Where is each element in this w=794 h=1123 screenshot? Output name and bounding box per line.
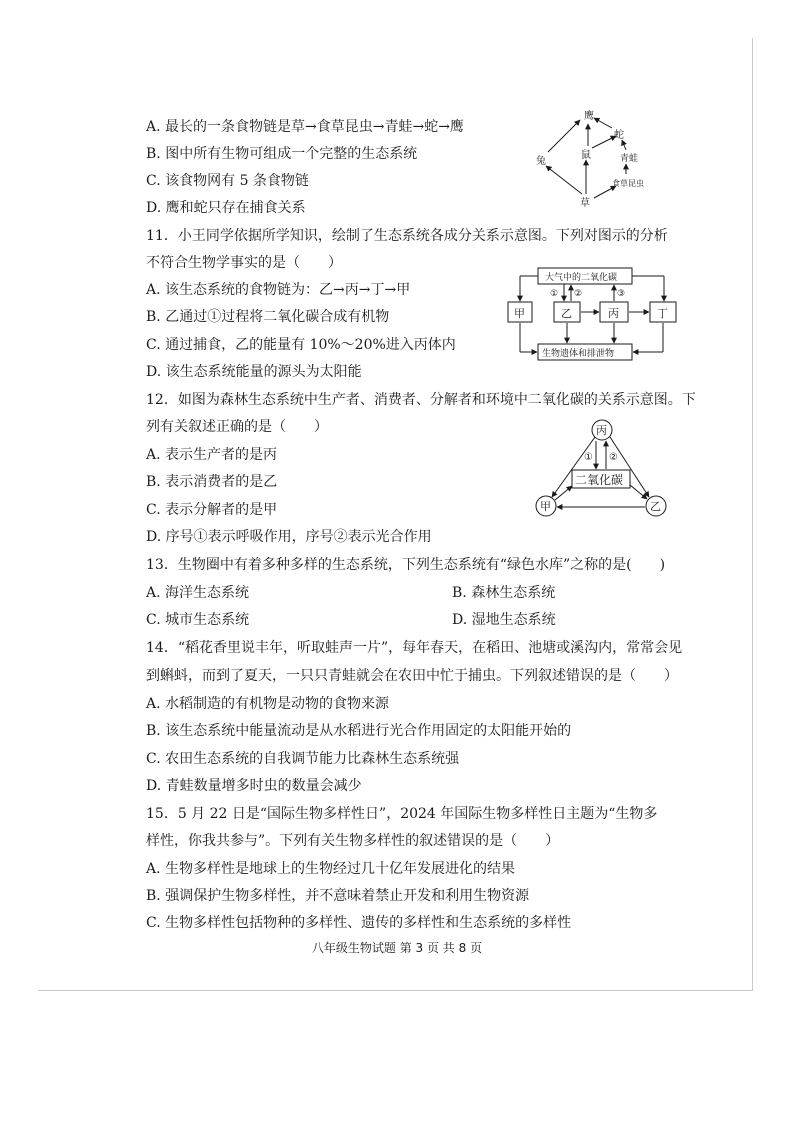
node-rabbit: 兔 [536, 156, 546, 167]
circle-bing: 丙 [596, 424, 607, 437]
q10-option-b[interactable]: B. 图中所有生物可组成一个完整的生态系统 [146, 146, 418, 162]
q11-option-a[interactable]: A. 该生态系统的食物链为：乙→丙→丁→甲 [146, 282, 411, 298]
box-ding: 丁 [657, 307, 668, 320]
node-grass: 草 [580, 198, 590, 209]
q15-option-b[interactable]: B. 强调保护生物多样性，并不意味着禁止开发和利用生物资源 [146, 888, 530, 904]
food-web-diagram [536, 108, 668, 212]
node-snake: 蛇 [614, 130, 624, 141]
box-co2: 二氧化碳 [575, 473, 624, 487]
q14-option-c[interactable]: C. 农田生态系统的自我调节能力比森林生态系统强 [146, 751, 460, 767]
node-insect: 食草昆虫 [612, 179, 644, 188]
node-mouse: 鼠 [581, 150, 591, 161]
q10-option-d[interactable]: D. 鹰和蛇只存在捕食关系 [146, 200, 306, 216]
q13-option-b[interactable]: B. 森林生态系统 [452, 585, 556, 601]
q10-option-c[interactable]: C. 该食物网有 5 条食物链 [146, 173, 309, 189]
node-eagle: 鹰 [584, 111, 594, 122]
q13-option-d[interactable]: D. 湿地生态系统 [452, 612, 556, 628]
q13-option-a[interactable]: A. 海洋生态系统 [146, 585, 250, 601]
page-footer: 八年级生物试题 第 3 页 共 8 页 [311, 941, 483, 955]
q11-option-d[interactable]: D. 该生态系统能量的源头为太阳能 [146, 364, 362, 380]
label-process-1: ① [584, 452, 593, 463]
q15-stem-line1: 15．5 月 22 日是“国际生物多样性日”，2024 年国际生物多样性日主题为“生物多 [146, 806, 658, 822]
q14-stem-line1: 14．“稻花香里说丰年，听取蛙声一片”，每年春天，在稻田、池塘或溪沟内，常常会见 [146, 640, 683, 656]
q12-option-d[interactable]: D. 序号①表示呼吸作用，序号②表示光合作用 [146, 529, 432, 545]
q12-option-a[interactable]: A. 表示生产者的是丙 [146, 447, 278, 463]
carbon-cycle-diagram [528, 418, 670, 522]
q13-option-c[interactable]: C. 城市生态系统 [146, 612, 250, 628]
q14-option-b[interactable]: B. 该生态系统中能量流动是从水稻进行光合作用固定的太阳能开始的 [146, 723, 572, 739]
label-process-3: ③ [617, 289, 626, 299]
label-process-2: ② [574, 289, 583, 299]
node-frog: 青蛙 [620, 154, 639, 164]
q15-option-a[interactable]: A. 生物多样性是地球上的生物经过几十亿年发展进化的结果 [146, 861, 516, 877]
q15-option-c[interactable]: C. 生物多样性包括物种的多样性、遗传的多样性和生态系统的多样性 [146, 915, 572, 931]
q12-stem-line1: 12．如图为森林生态系统中生产者、消费者、分解者和环境中二氧化碳的关系示意图。下 [146, 392, 696, 408]
q11-option-c[interactable]: C. 通过捕食，乙的能量有 10%～20%进入丙体内 [146, 337, 456, 353]
q14-stem-line2: 到蝌蚪，而到了夏天，一只只青蛙就会在农田中忙于捕虫。下列叙述错误的是（ ） [146, 668, 678, 684]
q14-option-d[interactable]: D. 青蛙数量增多时虫的数量会减少 [146, 778, 362, 794]
q11-stem-line2: 不符合生物学事实的是（ ） [146, 255, 342, 271]
ecosystem-component-diagram [504, 266, 686, 368]
circle-jia: 甲 [540, 500, 551, 513]
box-yi: 乙 [561, 307, 572, 320]
q13-stem: 13．生物圈中有着多种多样的生态系统，下列生态系统有“绿色水库”之称的是( ) [146, 557, 666, 573]
q15-stem-line2: 样性，你我共参与”。下列有关生物多样性的叙述错误的是（ ） [146, 833, 560, 849]
label-process-1: ① [550, 289, 559, 299]
box-jia: 甲 [514, 307, 525, 320]
box-remains: 生物遗体和排泄物 [542, 349, 615, 359]
box-bing: 丙 [608, 307, 619, 320]
q14-option-a[interactable]: A. 水稻制造的有机物是动物的食物来源 [146, 696, 390, 712]
q10-option-a[interactable]: A. 最长的一条食物链是草→食草昆虫→青蛙→蛇→鹰 [146, 119, 464, 135]
label-process-2: ② [609, 452, 618, 463]
box-atmosphere-co2: 大气中的二氧化碳 [545, 273, 618, 283]
q12-option-b[interactable]: B. 表示消费者的是乙 [146, 474, 278, 490]
q12-option-c[interactable]: C. 表示分解者的是甲 [146, 502, 278, 518]
q12-stem-line2: 列有关叙述正确的是（ ） [146, 419, 328, 435]
circle-yi: 乙 [650, 500, 661, 513]
q11-option-b[interactable]: B. 乙通过①过程将二氧化碳合成有机物 [146, 309, 390, 325]
q11-stem-line1: 11．小王同学依据所学知识，绘制了生态系统各成分关系示意图。下列对图示的分析 [146, 228, 668, 244]
